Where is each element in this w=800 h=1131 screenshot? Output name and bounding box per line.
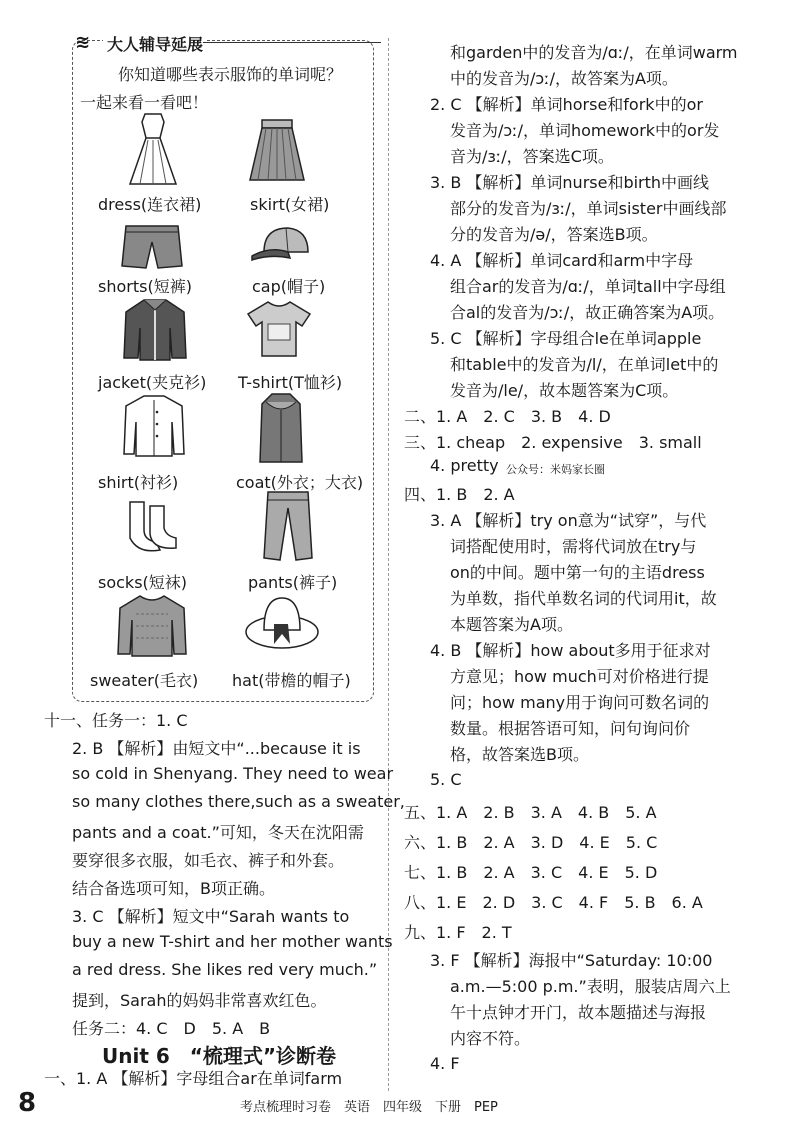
answer-line: 3. B 【解析】单词nurse和birth中画线 (430, 173, 710, 192)
answer-line: 分的发音为/ə/，答案选B项。 (450, 225, 658, 244)
answer-line: on的中间。题中第一句的主语dress (450, 563, 705, 582)
answer-line: 发音为/le/，故本题答案为C项。 (450, 381, 679, 400)
answer-line: 数量。根据答语可知，问句询问价 (450, 719, 691, 738)
footer-text: 考点梳理时习卷 英语 四年级 下册 PEP (240, 1100, 498, 1115)
answer-line: buy a new T-shirt and her mother wants (72, 932, 393, 951)
tshirt-icon (246, 300, 312, 358)
answer-line: 词搭配使用时，需将代词放在try与 (450, 537, 697, 556)
hat-icon (244, 594, 320, 656)
answer-line: 方意见；how much可对价格进行提 (450, 667, 709, 686)
answer-line: 中的发音为/ɔː/，故答案为A项。 (450, 69, 678, 88)
answer-line: 午十点钟才开门，故本题描述与海报 (450, 1003, 707, 1022)
sweater-icon (116, 594, 188, 658)
answer-line: 3. C 【解析】短文中“Sarah wants to (72, 907, 350, 926)
wechat-note: 公众号：米妈家长圈 (506, 463, 605, 476)
answer-line: 十一、任务一：1. C (44, 711, 188, 730)
answer-line: 4. pretty (430, 456, 499, 475)
answer-line: so cold in Shenyang. They need to wear (72, 764, 394, 783)
vocab-cap: cap(帽子) (252, 277, 326, 296)
answer-line: 2. B 【解析】由短文中“...because it is (72, 739, 361, 758)
answer-line: 任务二：4. C D 5. A B (72, 1019, 271, 1038)
answer-line: 二、1. A 2. C 3. B 4. D (404, 407, 611, 426)
answer-line: 九、1. F 2. T (404, 923, 512, 942)
answer-line: a red dress. She likes red very much.” (72, 960, 378, 979)
answer-line: 3. F 【解析】海报中“Saturday: 10:00 (430, 951, 713, 970)
vocab-sweater: sweater(毛衣) (90, 671, 199, 690)
answer-line: 一、1. A 【解析】字母组合ar在单词farm (44, 1069, 343, 1088)
jacket-icon (122, 298, 188, 362)
answer-line: 结合备选项可知，B项正确。 (72, 879, 275, 898)
answer-line: 4. F (430, 1054, 460, 1073)
answer-line: 内容不符。 (450, 1029, 531, 1048)
shirt-icon (122, 394, 186, 458)
answer-line: 合al的发音为/ɔː/，故正确答案为A项。 (450, 303, 725, 322)
answer-line: 和garden中的发音为/ɑː/，在单词warm (450, 43, 738, 62)
answer-line: 5. C (430, 770, 462, 789)
answer-line: 四、1. B 2. A (404, 485, 515, 504)
vocab-dress: dress(连衣裙) (98, 195, 202, 214)
box-intro-1: 你知道哪些表示服饰的单词呢？ (118, 65, 343, 84)
answer-line: a.m.—5:00 p.m.”表明，服装店周六上 (450, 977, 731, 996)
unit-title-left: Unit 6 “梳理式”诊断卷 (102, 1044, 337, 1068)
answer-line: 八、1. E 2. D 3. C 4. F 5. B 6. A (404, 893, 703, 912)
answer-line: 发音为/ɔː/，单词homework中的or发 (450, 121, 720, 140)
answer-line: 4. A 【解析】单词card和arm中字母 (430, 251, 694, 270)
coat-icon (258, 392, 304, 466)
vocab-skirt: skirt(女裙) (250, 195, 330, 214)
cap-icon (250, 222, 312, 268)
answer-line: 2. C 【解析】单词horse和fork中的or (430, 95, 703, 114)
vocab-shorts: shorts(短裤) (98, 277, 192, 296)
wave-icon: ≋ (75, 32, 91, 53)
shorts-icon (120, 222, 184, 272)
dress-icon (128, 112, 178, 188)
answer-line: 七、1. B 2. A 3. C 4. E 5. D (404, 863, 658, 882)
answer-line: 4. B 【解析】how about多用于征求对 (430, 641, 711, 660)
answer-line: pants and a coat.”可知，冬天在沈阳需 (72, 823, 364, 842)
vocab-socks: socks(短袜) (98, 573, 188, 592)
box-header (75, 32, 381, 54)
vocab-jacket: jacket(夹克衫) (98, 373, 207, 392)
answer-line: 提到，Sarah的妈妈非常喜欢红色。 (72, 991, 327, 1010)
pants-icon (262, 490, 314, 562)
answer-line: 问；how many用于询问可数名词的 (450, 693, 710, 712)
vocab-shirt: shirt(衬衫) (98, 473, 179, 492)
box-intro-2: 一起来看一看吧！ (80, 93, 209, 112)
answer-line: 要穿很多衣服，如毛衣、裤子和外套。 (72, 851, 345, 870)
header-rule (203, 42, 381, 43)
answer-line: 三、1. cheap 2. expensive 3. small (404, 433, 702, 452)
page-number: 8 (18, 1088, 37, 1118)
skirt-icon (246, 118, 308, 184)
answer-line: 为单数，指代单数名词的代词用it，故 (450, 589, 717, 608)
answer-line: 六、1. B 2. A 3. D 4. E 5. C (404, 833, 658, 852)
answer-line: 五、1. A 2. B 3. A 4. B 5. A (404, 803, 657, 822)
box-title: 大人辅导延展 (103, 32, 207, 55)
vocab-coat: coat(外衣；大衣) (236, 473, 364, 492)
answer-line: 格，故答案选B项。 (450, 745, 589, 764)
answer-line: so many clothes there,such as a sweater, (72, 792, 405, 811)
vocab-hat: hat(带檐的帽子) (232, 671, 351, 690)
answer-line: 组合ar的发音为/ɑː/，单词tall中字母组 (450, 277, 726, 296)
answer-line: 5. C 【解析】字母组合le在单词apple (430, 329, 702, 348)
vocab-tshirt: T-shirt(T恤衫) (238, 373, 343, 392)
socks-icon (122, 500, 180, 554)
answer-line: 3. A 【解析】try on意为“试穿”，与代 (430, 511, 707, 530)
answer-line: 本题答案为A项。 (450, 615, 573, 634)
vocab-pants: pants(裤子) (248, 573, 338, 592)
answer-line: 和table中的发音为/l/，在单词let中的 (450, 355, 719, 374)
answer-line: 音为/ɜː/，答案选C项。 (450, 147, 614, 166)
answer-line: 部分的发音为/ɜː/，单词sister中画线部 (450, 199, 727, 218)
